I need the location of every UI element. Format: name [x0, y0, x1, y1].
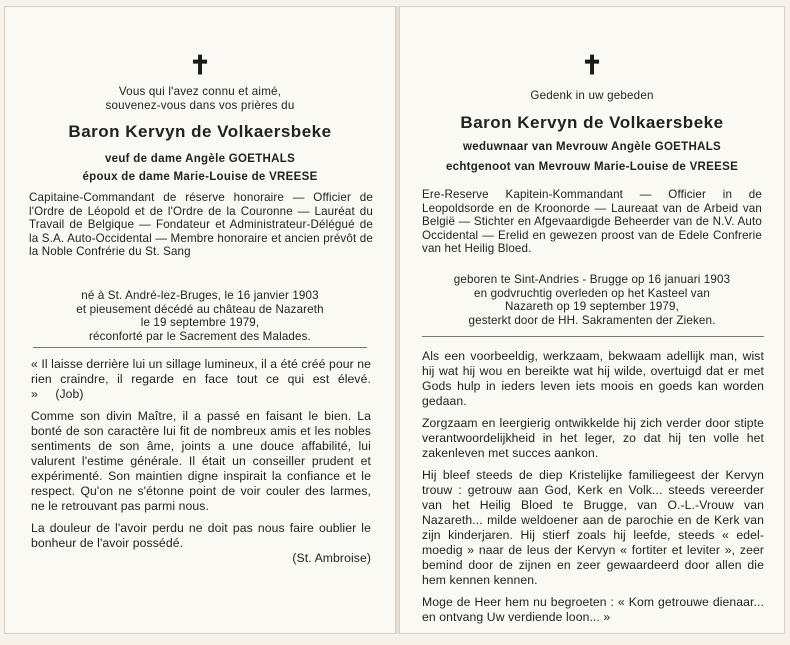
right-dates-line-3: Nazareth op 19 september 1979, [504, 300, 679, 314]
right-deceased-name: Baron Kervyn de Volkaersbeke [460, 113, 724, 132]
left-dates-line-3: le 19 septembre 1979, [140, 316, 260, 330]
right-divider [422, 336, 764, 337]
left-deceased-name: Baron Kervyn de Volkaersbeke [68, 122, 332, 141]
cross-icon: ✝ [581, 51, 603, 81]
cross-icon: ✝ [189, 51, 211, 81]
left-dates-line-1: né à St. André-lez-Bruges, le 16 janvier 1903 [81, 289, 319, 302]
left-quote-source: (Job) [55, 387, 84, 401]
right-titles: Ere-Reserve Kapitein-Kommandant — Officier in de Leopoldsorde en de Kroonorde — Laureaat van de Arbeid van België — Stichter en Afgevaardigde Beheerder van de N.V. Auto Occidental — Erelid en gewezen proost van de Edele Confrerie van het Heilig Bloed. [422, 188, 762, 256]
right-paragraph-3: Hij bleef steeds de diep Kristelijke familiegeest der Kervyn trouw : getrouw aan God, Kerk en Volk... steeds vereerder van het Heilig Bloed te Brugge, van O.-L.-Vrouw van Nazareth... milde weldoener aan de parochie en de Kerk van zijn kinderjaren. Hij stierf zoals hij leefde, steeds « edel-moedig » naar de leus der Kervyn « fortiter et leviter », zeer bemind door de zijnen en zeer gewaardeerd door allen die hem kennen kennen. [422, 468, 764, 587]
right-dates-line-2: en godvruchtig overleden op het Kasteel van [474, 286, 710, 300]
right-panel-dutch [399, 6, 785, 634]
left-paragraph-3-source: (St. Ambroise) [292, 551, 371, 565]
left-divider [33, 347, 367, 348]
right-spouse-2: echtgenoot van Mevrouw Marie-Louise de VREESE [445, 161, 739, 173]
left-dates-line-2: et pieusement décédé au château de Nazareth [76, 302, 324, 316]
left-titles: Capitaine-Commandant de réserve honoraire — Officier de l'Ordre de Léopold et de l'Ordre de la Couronne — Lauréat du Travail de Belgique — Fondateur et Administrateur-Délégué de la S.A. Auto-Occidental — Membre honoraire et ancien prévôt de la Noble Confrérie du St. Sang [29, 191, 373, 259]
left-spouse-2: époux de dame Marie-Louise de VREESE [82, 171, 318, 183]
right-dates-line-4: gesterkt door de HH. Sakramenten der Zieken. [468, 313, 716, 327]
left-body [31, 357, 371, 573]
left-paragraph-3: La douleur de l'avoir perdu ne doit pas nous faire oublier le bonheur de l'avoir possédé. [31, 521, 371, 550]
right-body [422, 349, 764, 632]
right-paragraph-1: Als een voorbeeldig, werkzaam, bekwaam adellijk man, wist hij wat hij wou en bereikte wat hij wilde, overtuigd dat er met Gods hulp in ieders leven iets moois en goeds kan worden gedaan. [422, 349, 764, 408]
left-intro [5, 85, 395, 113]
left-spouse-1: veuf de dame Angèle GOETHALS [104, 153, 296, 165]
left-quote-text: « Il laisse derrière lui un sillage lumineux, il a été créé pour ne rien craindre, il regarde en face tout ce qui est élevé. » [31, 357, 371, 401]
left-intro-line-1: Vous qui l'avez connu et aimé, [118, 85, 282, 98]
left-panel-french [4, 6, 396, 634]
left-paragraph-2: Comme son divin Maître, il a passé en faisant le bien. La bonté de son caractère lui fit de nombreux amis et les nobles sentiments de son âme, joints a une douce affabilité, lui valurent l'estime générale. Il était un conseiller prudent et expérimenté. Son maintien digne inspirait la confiance et le respect. Qu'on ne s'étonne point de voir couler des larmes, ne le retrouvant pas parmi nous. [31, 409, 371, 513]
right-paragraph-2: Zorgzaam en leergierig ontwikkelde hij zich verder door stipte verantwoordelijkheid in het leger, zo dat hij ten volle het zakenleven met succes aankon. [422, 416, 764, 460]
left-dates-line-4: réconforté par le Sacrement des Malades. [89, 329, 311, 343]
right-dates-line-1: geboren te Sint-Andries - Brugge op 16 januari 1903 [453, 273, 731, 286]
right-paragraph-4: Moge de Heer hem nu begroeten : « Kom getrouwe dienaar... en ontvang Uw verdiende loon... » [422, 595, 764, 624]
right-intro: Gedenk in uw gebeden [530, 89, 654, 102]
right-dates [400, 273, 784, 327]
left-intro-line-2: souvenez-vous dans vos prières du [105, 99, 295, 112]
left-quote [31, 357, 371, 402]
right-spouse-1: weduwnaar van Mevrouw Angèle GOETHALS [463, 141, 721, 153]
left-dates [5, 289, 395, 343]
